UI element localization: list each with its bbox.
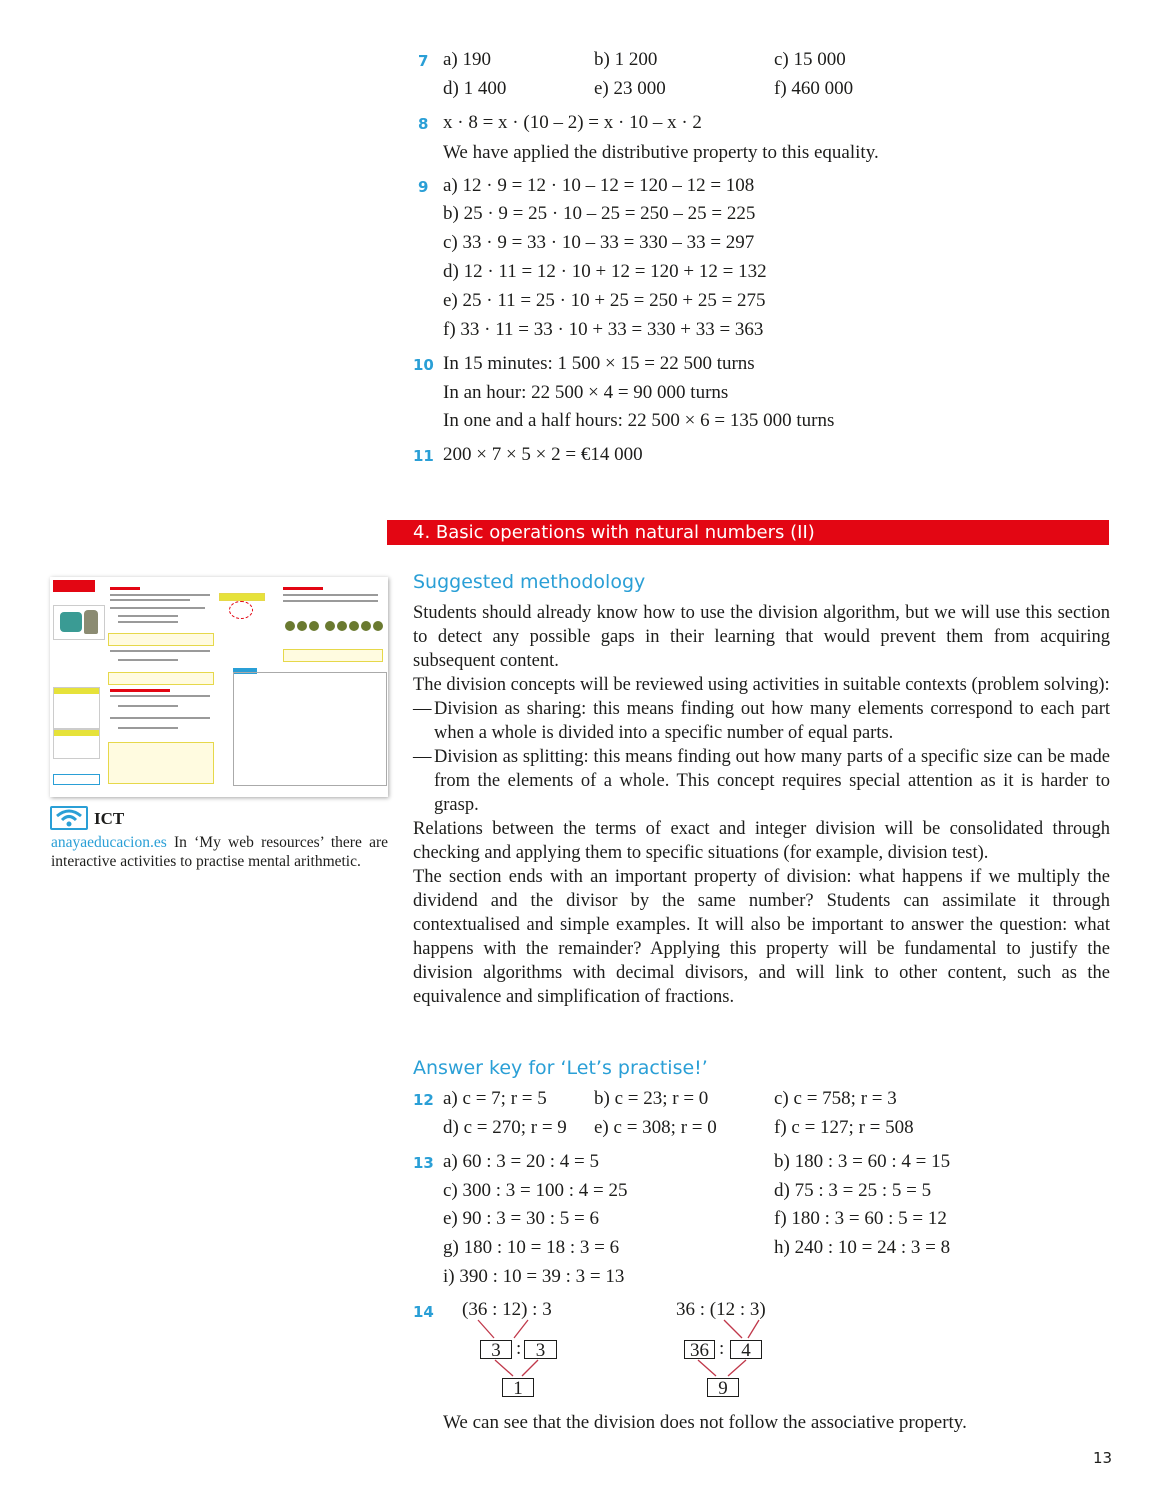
methodology-heading: Suggested methodology [413,571,646,593]
answer-13d: d) 75 : 3 = 25 : 5 = 5 [774,1180,932,1201]
answer-10-line3: In one and a half hours: 22 500 × 6 = 135 000 turns [443,410,835,431]
answer-9b: b) 25 · 9 = 25 · 10 – 25 = 250 – 25 = 225 [443,203,756,224]
answer-14-conclusion: We can see that the division does not follow the associative property. [443,1412,967,1433]
bullet-text: Division as splitting: this means finding out how many parts of a specific size can be made from the elements of a whole. This concept requires special attention as it is harder to grasp. [434,747,1110,815]
dash-icon: — [413,699,432,719]
question-number: 13 [413,1154,434,1172]
question-number: 8 [418,115,429,133]
answer-7e: e) 23 000 [594,78,666,99]
expression-right: 36 : (12 : 3) [676,1299,766,1320]
answer-12f: f) c = 127; r = 508 [774,1117,914,1138]
ict-label: ICT [94,809,125,828]
answer-7b: b) 1 200 [594,49,658,70]
box-right-2: 4 [730,1340,762,1359]
question-number: 9 [418,178,429,196]
answer-13b: b) 180 : 3 = 60 : 4 = 15 [774,1151,951,1172]
page-number: 13 [1093,1449,1113,1467]
answer-13h: h) 240 : 10 = 24 : 3 = 8 [774,1237,951,1258]
answer-12c: c) c = 758; r = 3 [774,1088,897,1109]
question-number: 7 [418,52,429,70]
answer-11-equation: 200 × 7 × 5 × 2 = €14 000 [443,444,643,465]
answer-9c: c) 33 · 9 = 33 · 10 – 33 = 330 – 33 = 297 [443,232,755,253]
methodology-paragraph: The section ends with an important property of division: what happens if we multiply the dividend and the divisor by the same number? Students can assimilate it through contextualised and simple examples. It will also be important to answer the question: what happens with the remainder? Applying this property will be fundamental to justify the division algorithms with decimal divisors, and will link to other content, such as the equivalence and simplification of fractions. [413,867,1110,1007]
answer-key-heading: Answer key for ‘Let’s practise!’ [413,1057,708,1079]
answer-9e: e) 25 · 11 = 25 · 10 + 25 = 250 + 25 = 275 [443,290,766,311]
methodology-paragraph: The division concepts will be reviewed using activities in suitable contexts (problem solving): [413,675,1110,695]
box-left-2: 3 [524,1340,557,1359]
bullet-text: Division as sharing: this means finding out how many elements correspond to each part when a whole is divided into a specific number of equal parts. [434,699,1110,743]
question-number: 10 [413,356,434,374]
answer-7c: c) 15 000 [774,49,846,70]
box-left-1: 3 [480,1340,512,1359]
answer-8-equation: x · 8 = x · (10 – 2) = x · 10 – x · 2 [443,112,702,133]
section-title-bar: 4. Basic operations with natural numbers (II) [387,520,1109,545]
result-right: 9 [707,1378,739,1397]
separator: : [719,1338,725,1359]
answer-9a: a) 12 · 9 = 12 · 10 – 12 = 120 – 12 = 108 [443,175,755,196]
answer-12b: b) c = 23; r = 0 [594,1088,709,1109]
question-number: 11 [413,447,434,465]
answer-13f: f) 180 : 3 = 60 : 5 = 12 [774,1208,947,1229]
answer-12d: d) c = 270; r = 9 [443,1117,567,1138]
ict-link[interactable]: anayaeducacion.es [51,834,167,851]
question-number: 12 [413,1091,434,1109]
question-number: 14 [413,1303,434,1321]
methodology-paragraph: Relations between the terms of exact and integer division will be consolidated through checking and applying them to specific situations (for example, division test). [413,819,1110,863]
answer-8-note: We have applied the distributive property to this equality. [443,142,879,163]
methodology-paragraph: Students should already know how to use the division algorithm, but we will use this section to detect any possible gaps in their learning that would prevent them from acquiring subsequent content. [413,603,1110,671]
answer-10-line1: In 15 minutes: 1 500 × 15 = 22 500 turns [443,353,755,374]
answer-13g: g) 180 : 10 = 18 : 3 = 6 [443,1237,620,1258]
separator: : [516,1338,522,1359]
answer-13e: e) 90 : 3 = 30 : 5 = 6 [443,1208,599,1229]
answer-13c: c) 300 : 3 = 100 : 4 = 25 [443,1180,628,1201]
dash-icon: — [413,747,432,767]
answer-12a: a) c = 7; r = 5 [443,1088,547,1109]
answer-7f: f) 460 000 [774,78,854,99]
answer-13a: a) 60 : 3 = 20 : 4 = 5 [443,1151,599,1172]
answer-10-line2: In an hour: 22 500 × 4 = 90 000 turns [443,382,729,403]
box-right-1: 36 [684,1340,715,1359]
answer-9f: f) 33 · 11 = 33 · 10 + 33 = 330 + 33 = 363 [443,319,764,340]
ict-text: In ‘My web resources’ there are interactive activities to practise mental arithmetic. [51,834,388,870]
answer-7d: d) 1 400 [443,78,507,99]
answer-7a: a) 190 [443,49,492,70]
answer-13i: i) 390 : 10 = 39 : 3 = 13 [443,1266,625,1287]
answer-9d: d) 12 · 11 = 12 · 10 + 12 = 120 + 12 = 132 [443,261,767,282]
result-left: 1 [502,1378,534,1397]
expression-left: (36 : 12) : 3 [462,1299,552,1320]
answer-12e: e) c = 308; r = 0 [594,1117,717,1138]
